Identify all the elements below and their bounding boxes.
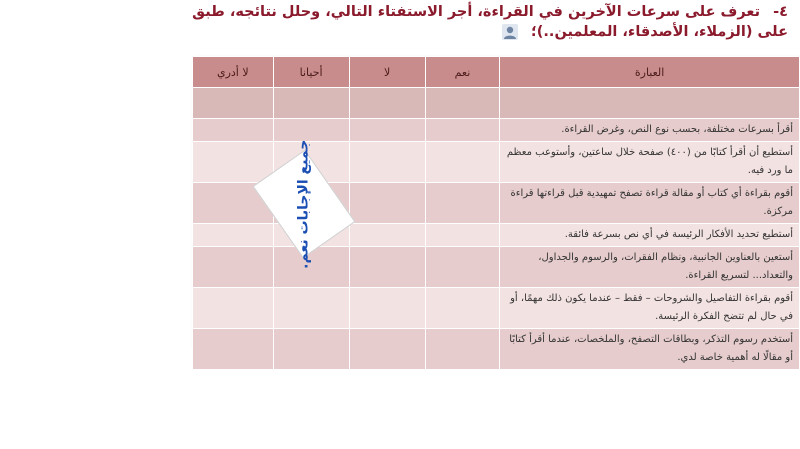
answer-cell-dont-know[interactable] (193, 329, 274, 370)
header-sometimes: أحيانا (273, 57, 349, 88)
table-row (193, 119, 800, 142)
answer-cell-no[interactable] (349, 247, 425, 288)
answer-cell-no[interactable] (349, 224, 425, 247)
answer-cell-dont-know[interactable] (193, 288, 274, 329)
statement-cell: أستعين بالعناوين الجانبية، ونظام الفقرات، والرسوم والجداول، والتعداد... لتسريع القراءة. (500, 247, 800, 288)
statement-cell: أقرأ بسرعات مختلفة، بحسب نوع النص، وغرض القراءة. (500, 119, 800, 142)
answer-cell-sometimes[interactable] (273, 329, 349, 370)
statement-cell: أستطيع تحديد الأفكار الرئيسة في أي نص بسرعة فائقة. (500, 224, 800, 247)
answer-cell-sometimes[interactable] (273, 88, 349, 119)
statement-cell: أستخدم رسوم التذكر، وبطاقات التصفح، والملخصات، عندما أقرأ كتابًا أو مقالًا له أهمية خاصة لدي. (500, 329, 800, 370)
statement-cell: أقوم بقراءة أي كتاب أو مقالة قراءة تصفح تمهيدية قبل قراءتها قراءة مركزة. (500, 183, 800, 224)
answer-cell-no[interactable] (349, 88, 425, 119)
answer-cell-yes[interactable] (425, 224, 500, 247)
answer-cell-no[interactable] (349, 119, 425, 142)
table-row (193, 329, 800, 370)
header-yes: نعم (425, 57, 500, 88)
question-heading (178, 2, 788, 42)
table-row (193, 88, 800, 119)
user-avatar-icon (502, 24, 518, 40)
answer-cell-no[interactable] (349, 329, 425, 370)
header-dont-know: لا أدري (193, 57, 274, 88)
statement-cell (500, 88, 800, 119)
table-header-row (193, 57, 800, 88)
answer-cell-yes[interactable] (425, 183, 500, 224)
answer-cell-sometimes[interactable] (273, 288, 349, 329)
answer-cell-yes[interactable] (425, 119, 500, 142)
answer-cell-dont-know[interactable] (193, 119, 274, 142)
answer-cell-no[interactable] (349, 142, 425, 183)
answer-cell-dont-know[interactable] (193, 142, 274, 183)
answer-cell-dont-know[interactable] (193, 224, 274, 247)
answer-cell-yes[interactable] (425, 247, 500, 288)
table-row (193, 247, 800, 288)
answer-cell-no[interactable] (349, 288, 425, 329)
answer-cell-no[interactable] (349, 183, 425, 224)
table-row (193, 288, 800, 329)
header-statement: العبارة (500, 57, 800, 88)
statement-cell: أستطيع أن أقرأ كتابًا من (٤٠٠) صفحة خلال ساعتين، وأستوعب معظم ما ورد فيه. (500, 142, 800, 183)
header-no: لا (349, 57, 425, 88)
answer-cell-yes[interactable] (425, 288, 500, 329)
answer-cell-yes[interactable] (425, 88, 500, 119)
answer-cell-dont-know[interactable] (193, 88, 274, 119)
statement-cell: أقوم بقراءة التفاصيل والشروحات – فقط – عندما يكون ذلك مهمًا، أو في حال لم تتضح الفكرة الرئيسة. (500, 288, 800, 329)
question-number: ٤- (773, 4, 788, 20)
answer-cell-sometimes[interactable] (273, 119, 349, 142)
answer-cell-dont-know[interactable] (193, 247, 274, 288)
question-text: تعرف على سرعات الآخرين في القراءة، أجر الاستفتاء التالي، وحلل نتائجه، طبق على (الزملاء، الأصدقاء، المعلمين..)؛ (192, 4, 788, 40)
answer-cell-yes[interactable] (425, 142, 500, 183)
answer-cell-yes[interactable] (425, 329, 500, 370)
answer-note-text: جميع الإجابات نعم. (296, 139, 312, 269)
